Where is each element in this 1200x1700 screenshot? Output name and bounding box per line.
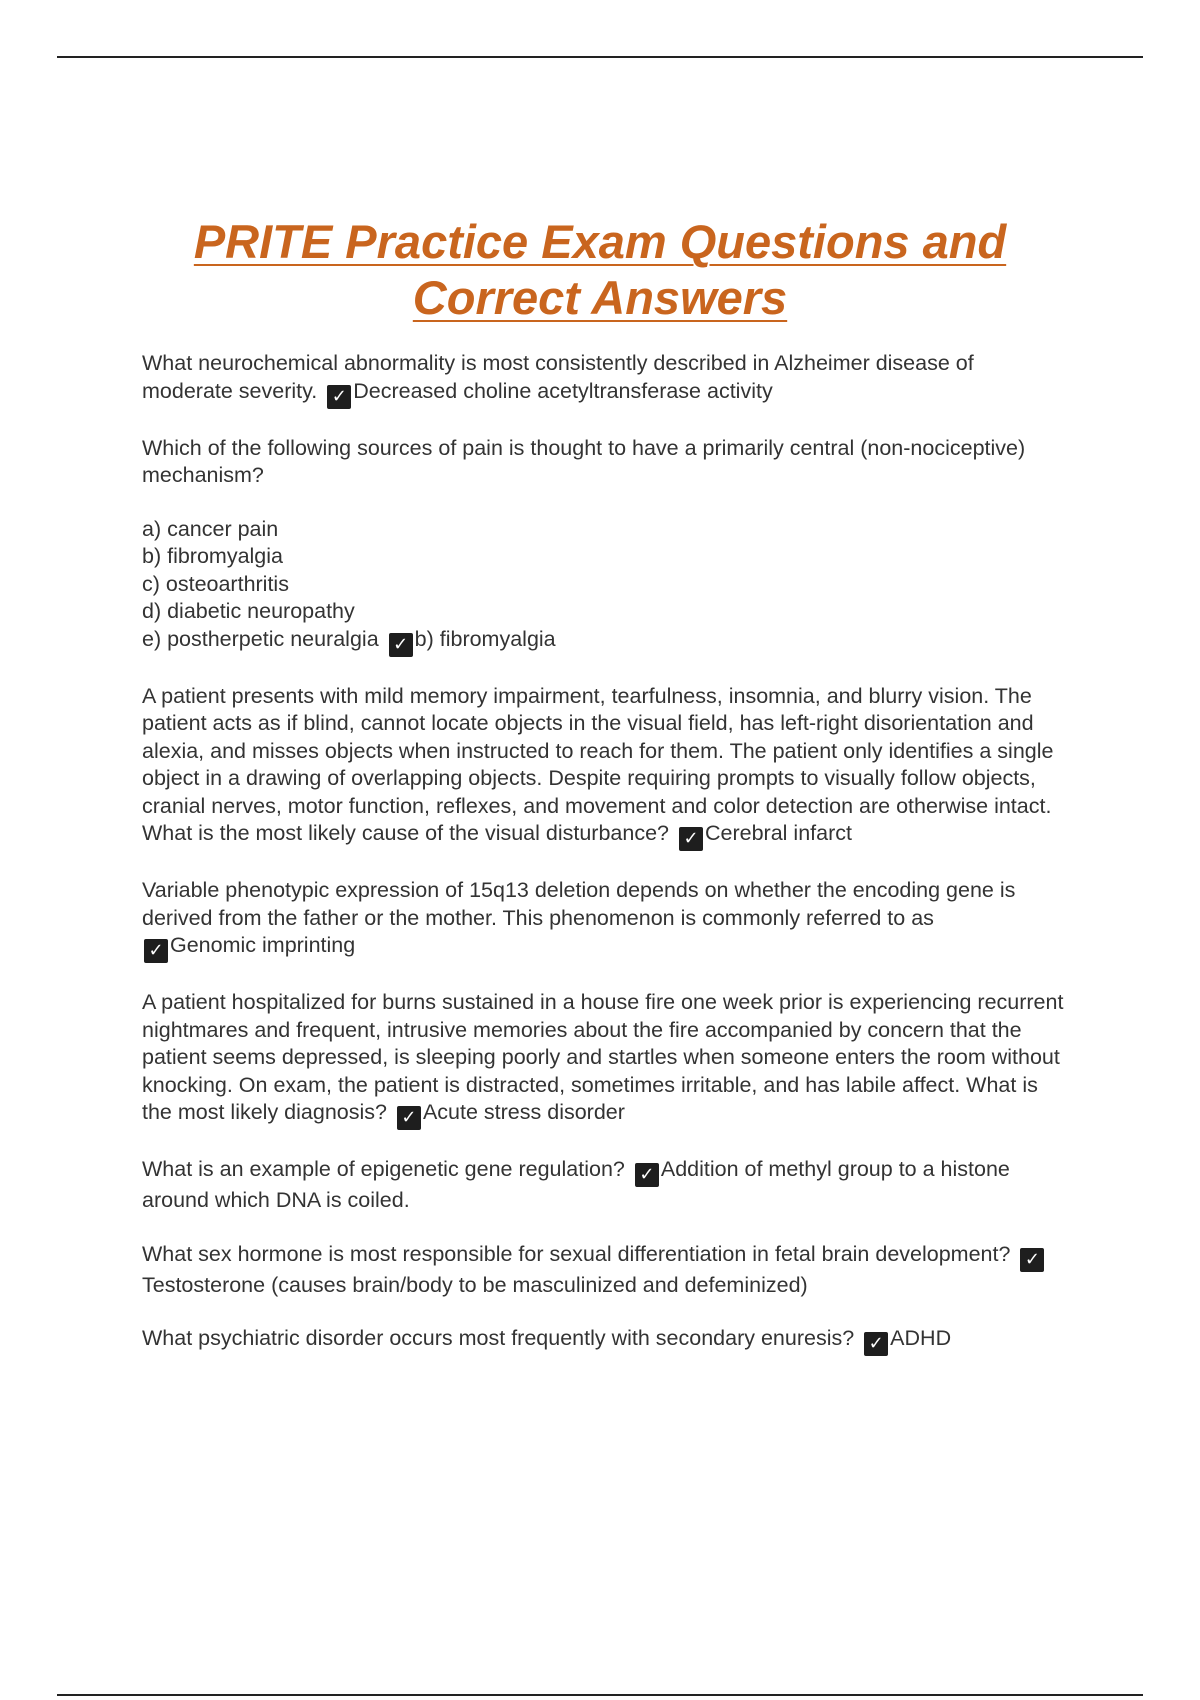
question-text: What neurochemical abnormality is most consistently described in Alzheimer disease of moderate severity. xyxy=(142,351,974,403)
title-line-1: PRITE Practice Exam Questions and xyxy=(193,215,1007,268)
page-title xyxy=(0,214,1200,326)
question-text-line-2: derived from the father or the mother. This phenomenon is commonly referred to as xyxy=(142,905,934,930)
option-b: b) fibromyalgia xyxy=(142,544,283,568)
qa-item-1 xyxy=(142,350,1067,409)
question-text: A patient presents with mild memory impairment, tearfulness, insomnia, and blurry vision. The patient acts as if blind, cannot locate objects in the visual field, has left-right disorientation and alexia, and misses objects when instructed to reach for them. The patient only identifies a single object in a drawing of overlapping objects. Despite requiring prompts to visually follow objects, cranial nerves, motor function, reflexes, and movement and color detection are otherwise intact. What is the most likely cause of the visual disturbance? xyxy=(142,683,1054,845)
option-d: d) diabetic neuropathy xyxy=(142,599,355,623)
header-rule xyxy=(57,56,1143,58)
qa-item-6 xyxy=(142,1156,1067,1215)
question-text-line-1: Variable phenotypic expression of 15q13 deletion depends on whether the encoding gene is xyxy=(142,878,1016,902)
check-icon: ✓ xyxy=(1020,1248,1044,1272)
option-a: a) cancer pain xyxy=(142,516,279,541)
answer-text: b) fibromyalgia xyxy=(414,626,556,651)
option-c: c) osteoarthritis xyxy=(142,571,289,596)
answer-text: ADHD xyxy=(890,1326,952,1350)
question-text: A patient hospitalized for burns sustained in a house fire one week prior is experiencing recurrent nightmares and frequent, intrusive memories about the fire accompanied by concern that the patient seems depressed, is sleeping poorly and startles when someone enters the room without knocking. On exam, the patient is distracted, sometimes irritable, and has labile affect. What is the most likely diagnosis? xyxy=(142,990,1064,1124)
answer-text: Decreased choline acetyltransferase activity xyxy=(353,378,773,403)
check-icon: ✓ xyxy=(864,1332,888,1356)
answer-text: Testosterone (causes brain/body to be masculinized and defeminized) xyxy=(142,1272,808,1297)
question-text: What psychiatric disorder occurs most frequently with secondary enuresis? xyxy=(142,1326,855,1350)
qa-item-7 xyxy=(142,1241,1067,1300)
qa-item-8 xyxy=(142,1325,1067,1356)
check-icon: ✓ xyxy=(327,385,351,409)
qa-list xyxy=(142,350,1067,1382)
check-icon: ✓ xyxy=(679,827,703,851)
answer-text: Cerebral infarct xyxy=(705,821,852,845)
qa-item-4 xyxy=(142,877,1067,963)
check-icon: ✓ xyxy=(144,939,168,963)
qa-item-3 xyxy=(142,683,1067,852)
check-icon: ✓ xyxy=(397,1106,421,1130)
qa-item-2-options xyxy=(142,516,1067,657)
title-line-2: Correct Answers xyxy=(412,271,788,324)
qa-item-2 xyxy=(142,435,1067,490)
answer-text: Addition of methyl group to a histone around which DNA is coiled. xyxy=(142,1157,1010,1212)
question-text: What sex hormone is most responsible for sexual differentiation in fetal brain development? xyxy=(142,1241,1011,1266)
question-text: What is an example of epigenetic gene regulation? xyxy=(142,1157,625,1181)
answer-text: Acute stress disorder xyxy=(422,1100,625,1124)
check-icon: ✓ xyxy=(635,1163,659,1187)
question-text: Which of the following sources of pain is thought to have a primarily central (non-nociceptive) mechanism? xyxy=(142,435,1026,487)
qa-item-5 xyxy=(142,989,1067,1130)
check-icon: ✓ xyxy=(389,633,413,657)
answer-text: Genomic imprinting xyxy=(170,933,356,957)
option-e: e) postherpetic neuralgia xyxy=(142,626,379,651)
footer-rule xyxy=(57,1694,1143,1696)
